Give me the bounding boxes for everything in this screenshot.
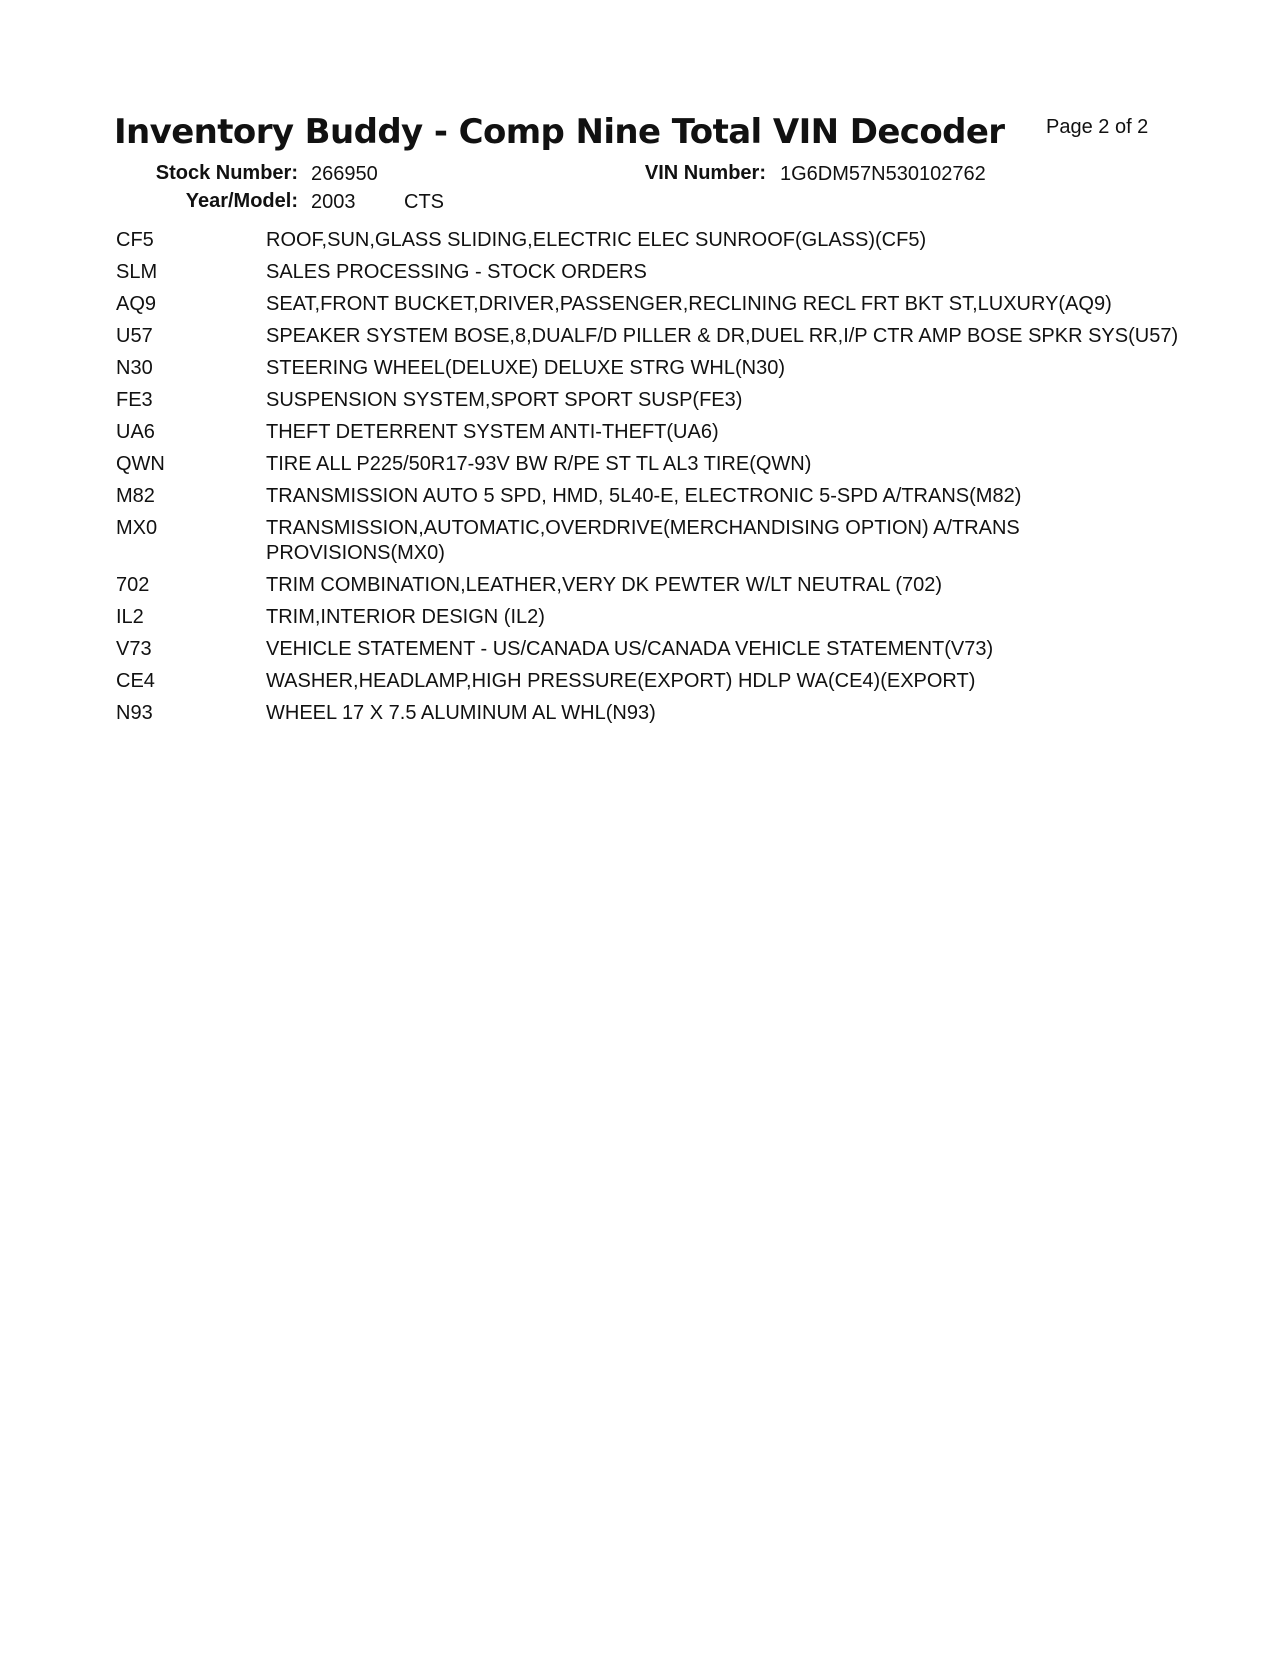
option-row [116,228,1196,253]
page-number: Page 2 of 2 [1046,116,1149,138]
option-row [116,324,1196,349]
option-row [116,637,1196,662]
option-code: SLM [116,261,158,283]
option-code: AQ9 [116,293,157,315]
option-row [116,605,1196,630]
option-description: TRIM COMBINATION,LEATHER,VERY DK PEWTER W/LT NEUTRAL (702) [266,574,943,596]
option-code: U57 [116,325,153,347]
option-row [116,420,1196,445]
option-code: FE3 [116,389,153,411]
option-description: SEAT,FRONT BUCKET,DRIVER,PASSENGER,RECLINING RECL FRT BKT ST,LUXURY(AQ9) [266,293,1112,315]
option-row [116,452,1196,477]
option-description: SPEAKER SYSTEM BOSE,8,DUALF/D PILLER & DR,DUEL RR,I/P CTR AMP BOSE SPKR SYS(U57) [266,325,1179,347]
option-description: THEFT DETERRENT SYSTEM ANTI-THEFT(UA6) [266,421,719,443]
stock-number-label: Stock Number: [155,162,298,184]
option-row [116,573,1196,598]
option-row [116,292,1196,317]
option-code: N93 [116,702,153,724]
document-title: Inventory Buddy - Comp Nine Total VIN Decoder [114,112,1005,152]
option-code: N30 [116,357,153,379]
vin-number-label: VIN Number: [644,162,766,184]
option-code: 702 [116,574,150,596]
year-model-label: Year/Model: [185,190,298,212]
option-row [116,388,1196,413]
option-description: WHEEL 17 X 7.5 ALUMINUM AL WHL(N93) [266,702,656,724]
stock-number-value: 266950 [311,163,378,185]
option-code: UA6 [116,421,155,443]
option-code: V73 [116,638,152,660]
options-list [116,228,1196,733]
option-row [116,356,1196,381]
option-row [116,669,1196,694]
option-code: IL2 [116,606,144,628]
option-row [116,516,1196,566]
option-description: TIRE ALL P225/50R17-93V BW R/PE ST TL AL3 TIRE(QWN) [266,453,812,475]
option-row [116,260,1196,285]
option-description: SUSPENSION SYSTEM,SPORT SPORT SUSP(FE3) [266,389,743,411]
option-description: ROOF,SUN,GLASS SLIDING,ELECTRIC ELEC SUNROOF(GLASS)(CF5) [266,229,927,251]
option-description: TRIM,INTERIOR DESIGN (IL2) [266,606,545,628]
option-description: VEHICLE STATEMENT - US/CANADA US/CANADA VEHICLE STATEMENT(V73) [266,638,994,660]
option-description: SALES PROCESSING - STOCK ORDERS [266,261,647,283]
option-code: CF5 [116,229,154,251]
option-code: M82 [116,485,155,507]
option-row [116,701,1196,726]
option-description: TRANSMISSION,AUTOMATIC,OVERDRIVE(MERCHANDISING OPTION) A/TRANS PROVISIONS(MX0) [266,517,1020,564]
model-value: CTS [404,191,444,213]
option-description: STEERING WHEEL(DELUXE) DELUXE STRG WHL(N30) [266,357,785,379]
option-description: TRANSMISSION AUTO 5 SPD, HMD, 5L40-E, ELECTRONIC 5-SPD A/TRANS(M82) [266,485,1022,507]
option-row [116,484,1196,509]
option-code: CE4 [116,670,155,692]
option-code: MX0 [116,517,158,539]
year-value: 2003 [311,191,356,213]
vin-number-value: 1G6DM57N530102762 [780,163,986,185]
option-description: WASHER,HEADLAMP,HIGH PRESSURE(EXPORT) HDLP WA(CE4)(EXPORT) [266,670,976,692]
option-code: QWN [116,453,165,475]
